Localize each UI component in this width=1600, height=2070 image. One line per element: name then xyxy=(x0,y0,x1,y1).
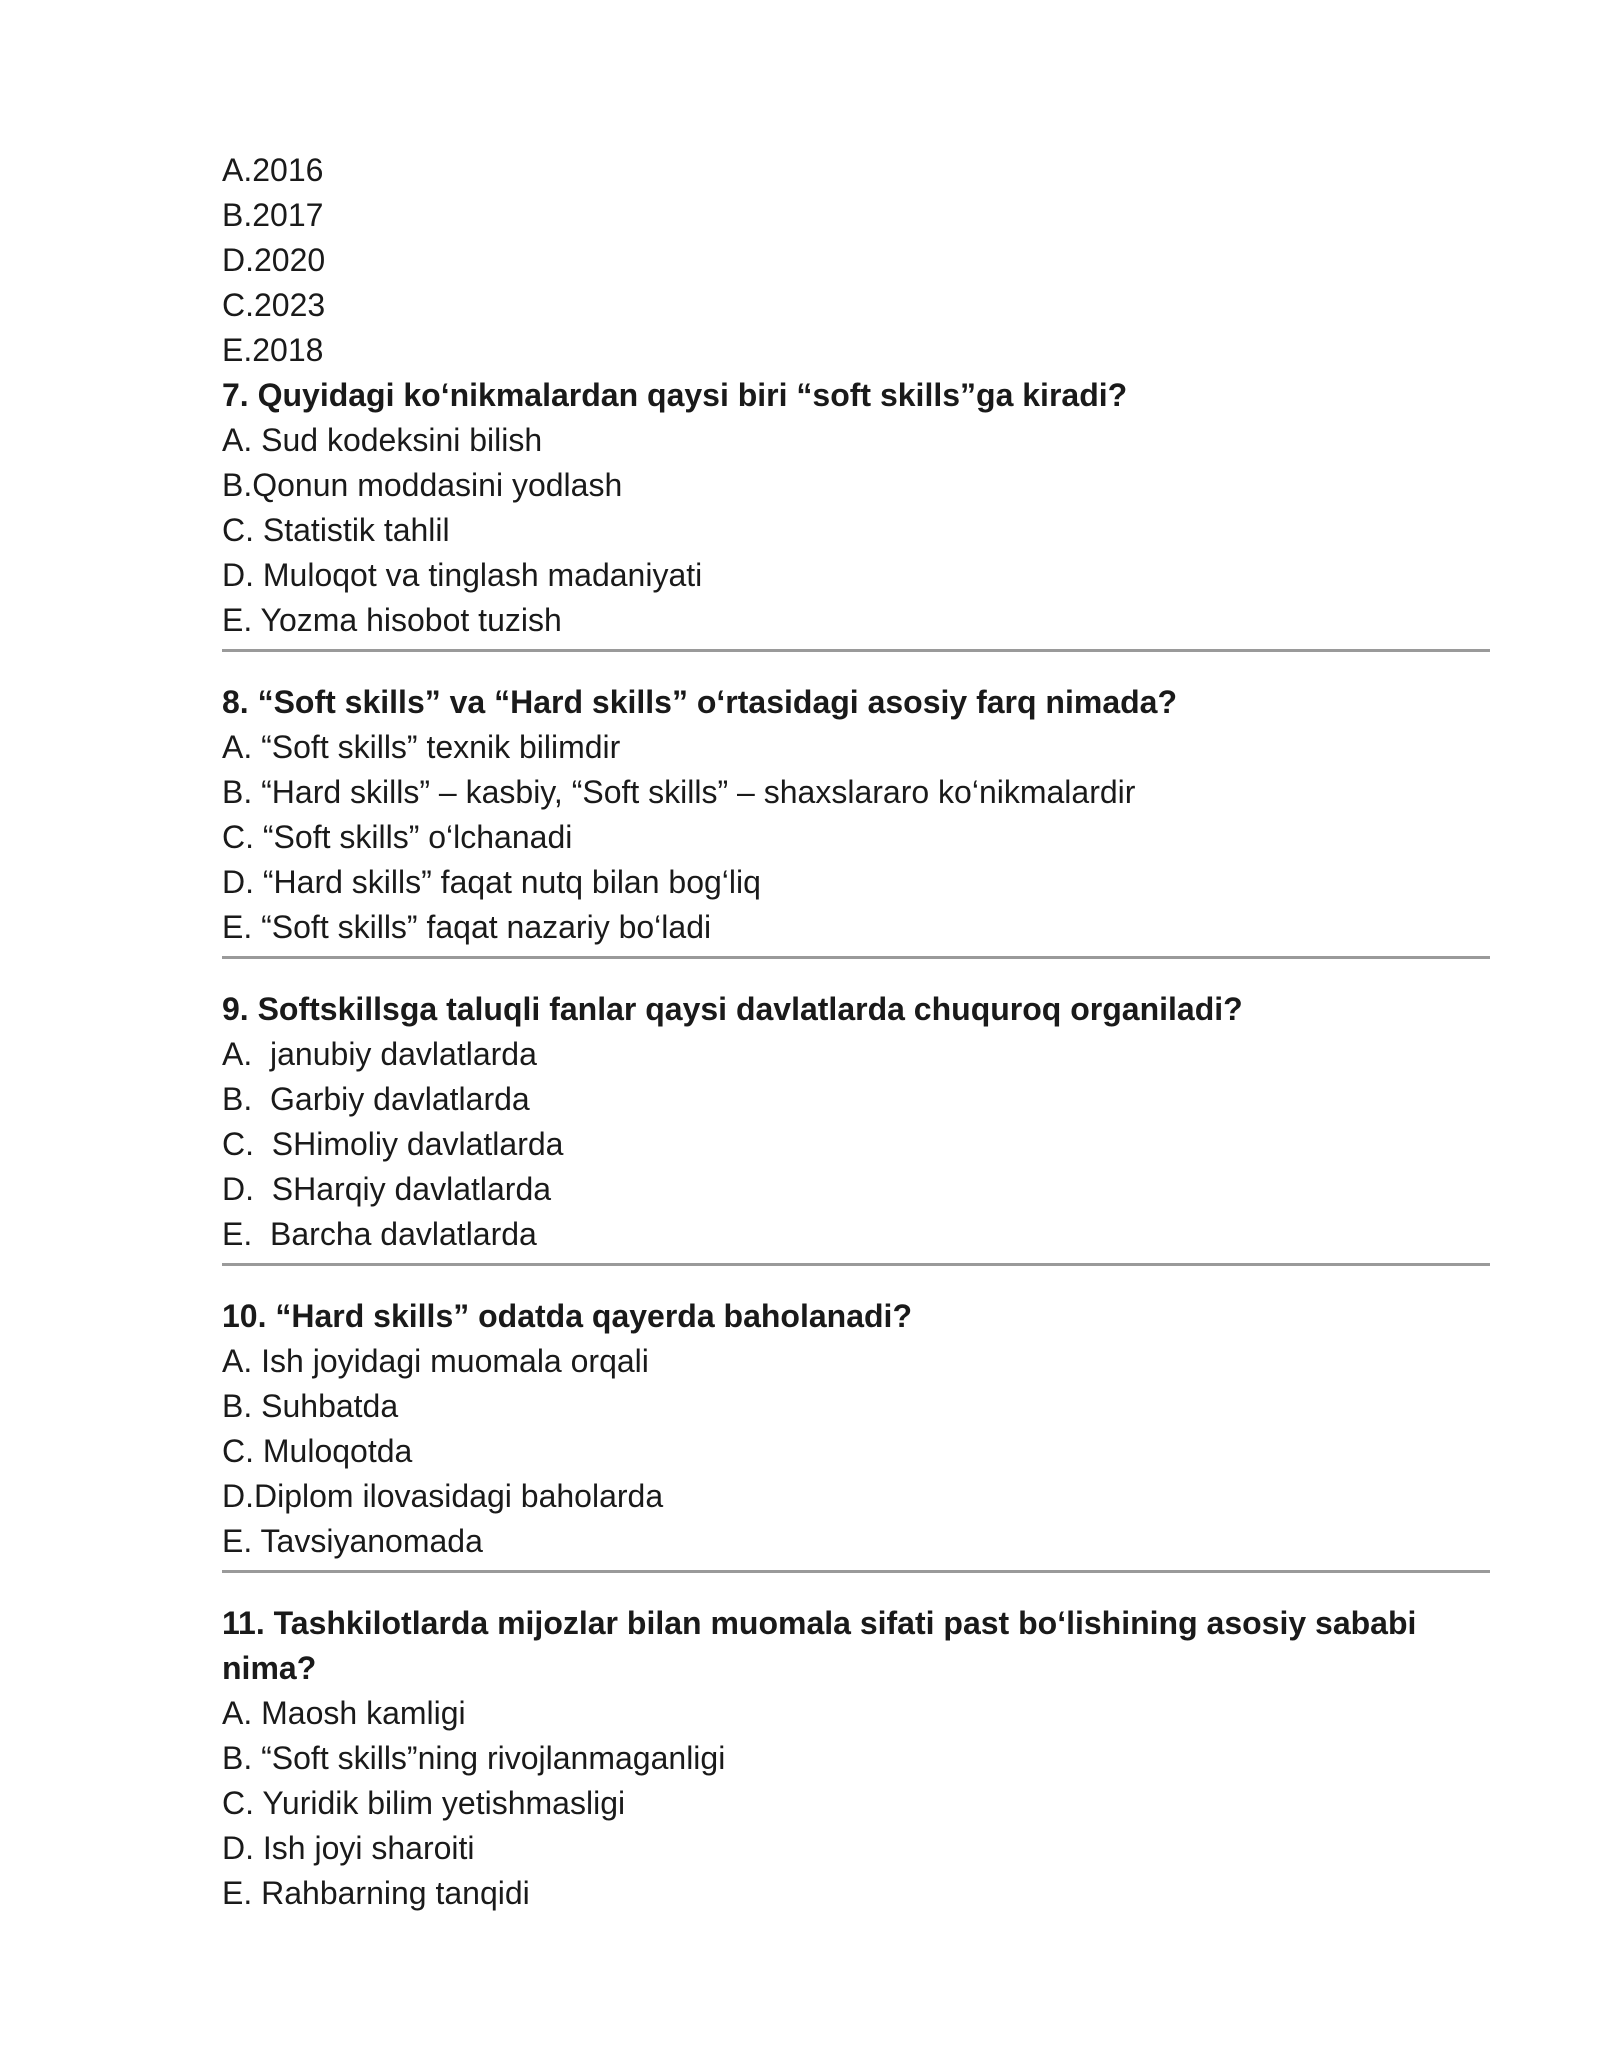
option-line: A. Ish joyidagi muomala orqali xyxy=(222,1343,649,1379)
option-line: C. Statistik tahlil xyxy=(222,512,450,548)
option-line: D. SHarqiy davlatlarda xyxy=(222,1171,552,1207)
option-line: C. “Soft skills” o‘lchanadi xyxy=(222,819,573,855)
option-line: C. Muloqotda xyxy=(222,1433,413,1469)
option-line: D. Ish joyi sharoiti xyxy=(222,1830,475,1866)
option-line: B.2017 xyxy=(222,197,324,233)
option-line: B. Suhbatda xyxy=(222,1388,399,1424)
question-title: 7. Quyidagi ko‘nikmalardan qaysi biri “soft skills”ga kiradi? xyxy=(222,377,1128,413)
option-line: E. Tavsiyanomada xyxy=(222,1523,483,1559)
question-block-7 xyxy=(222,373,1490,643)
option-line: A. “Soft skills” texnik bilimdir xyxy=(222,729,621,765)
option-line: A.2016 xyxy=(222,152,324,188)
option-line: A. Maosh kamligi xyxy=(222,1695,466,1731)
option-line: D. Muloqot va tinglash madaniyati xyxy=(222,557,703,593)
option-line: B. “Hard skills” – kasbiy, “Soft skills” – shaxslararo ko‘nikmalardir xyxy=(222,774,1136,810)
previous-question-options xyxy=(222,148,1490,373)
question-title: 10. “Hard skills” odatda qayerda baholanadi? xyxy=(222,1298,912,1334)
option-line: A. Sud kodeksini bilish xyxy=(222,422,543,458)
question-block-10 xyxy=(222,1294,1490,1564)
option-line: E.2018 xyxy=(222,332,324,368)
option-line: C. SHimoliy davlatlarda xyxy=(222,1126,564,1162)
option-line: C. Yuridik bilim yetishmasligi xyxy=(222,1785,626,1821)
section-divider xyxy=(222,649,1490,652)
option-line: B. Garbiy davlatlarda xyxy=(222,1081,530,1117)
option-line: C.2023 xyxy=(222,287,326,323)
option-line: B.Qonun moddasini yodlash xyxy=(222,467,623,503)
option-line: E. Rahbarning tanqidi xyxy=(222,1875,530,1911)
option-line: B. “Soft skills”ning rivojlanmaganligi xyxy=(222,1740,726,1776)
document-page xyxy=(222,148,1490,1916)
section-divider xyxy=(222,1263,1490,1266)
option-line: A. janubiy davlatlarda xyxy=(222,1036,537,1072)
question-title: 8. “Soft skills” va “Hard skills” o‘rtasidagi asosiy farq nimada? xyxy=(222,684,1177,720)
question-block-11 xyxy=(222,1601,1490,1916)
question-block-8 xyxy=(222,680,1490,950)
option-line: D.Diplom ilovasidagi baholarda xyxy=(222,1478,664,1514)
option-line: E. “Soft skills” faqat nazariy bo‘ladi xyxy=(222,909,712,945)
option-line: D. “Hard skills” faqat nutq bilan bog‘liq xyxy=(222,864,761,900)
option-line: D.2020 xyxy=(222,242,326,278)
question-title: 11. Tashkilotlarda mijozlar bilan muomala sifati past bo‘lishining asosiy sababi nima? xyxy=(222,1605,1417,1686)
option-line: E. Yozma hisobot tuzish xyxy=(222,602,562,638)
question-title: 9. Softskillsga taluqli fanlar qaysi davlatlarda chuquroq organiladi? xyxy=(222,991,1243,1027)
option-line: E. Barcha davlatlarda xyxy=(222,1216,537,1252)
section-divider xyxy=(222,1570,1490,1573)
section-divider xyxy=(222,956,1490,959)
question-block-9 xyxy=(222,987,1490,1257)
